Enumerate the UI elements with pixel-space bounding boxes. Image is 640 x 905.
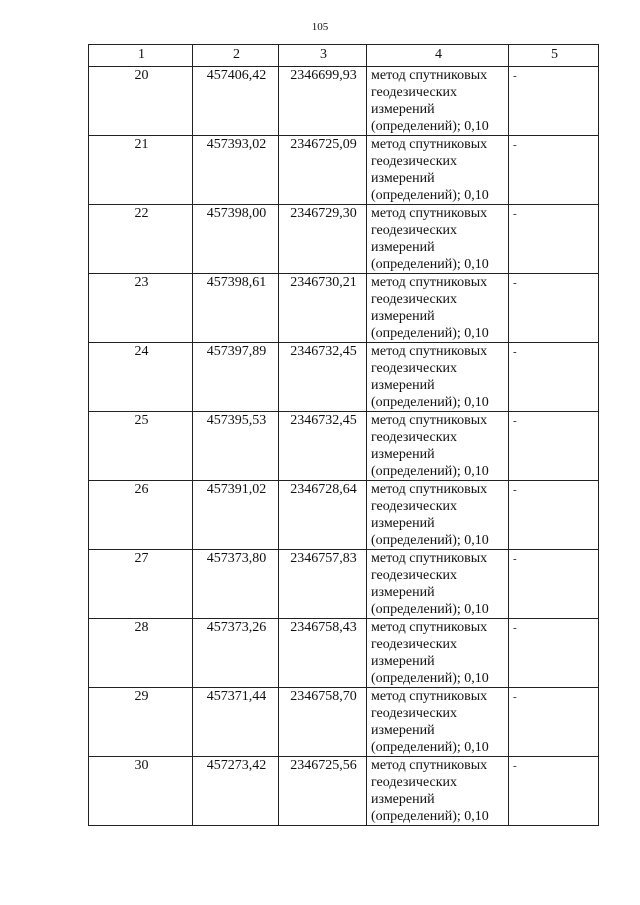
method-line: (определений); 0,10: [371, 188, 489, 203]
y-coordinate-cell: 2346730,21: [279, 274, 367, 343]
method-line: метод спутниковых: [371, 620, 488, 635]
point-number-cell: 28: [89, 619, 193, 688]
table-row: [89, 343, 599, 412]
x-coordinate-cell: 457395,53: [193, 412, 279, 481]
y-coordinate-cell: 2346699,93: [279, 67, 367, 136]
method-line: (определений); 0,10: [371, 119, 489, 134]
note-dash: -: [513, 415, 517, 427]
x-coordinate-cell: 457371,44: [193, 688, 279, 757]
method-line: измерений: [371, 654, 435, 669]
method-line: измерений: [371, 447, 435, 462]
point-number-cell: 22: [89, 205, 193, 274]
y-coordinate-cell: 2346725,56: [279, 757, 367, 826]
method-line: геодезических: [371, 430, 458, 445]
table-row: [89, 481, 599, 550]
method-line: измерений: [371, 585, 435, 600]
y-coordinate-cell: 2346729,30: [279, 205, 367, 274]
note-dash: -: [513, 691, 517, 703]
table-row: [89, 412, 599, 481]
point-number-cell: 26: [89, 481, 193, 550]
method-line: (определений); 0,10: [371, 464, 489, 479]
method-line: (определений); 0,10: [371, 533, 489, 548]
method-line: (определений); 0,10: [371, 809, 489, 824]
note-dash: -: [513, 622, 517, 634]
method-line: геодезических: [371, 706, 458, 721]
y-coordinate-cell: 2346732,45: [279, 412, 367, 481]
x-coordinate-cell: 457391,02: [193, 481, 279, 550]
note-cell: [509, 619, 599, 688]
method-line: измерений: [371, 723, 435, 738]
method-line: геодезических: [371, 154, 458, 169]
method-line: (определений); 0,10: [371, 326, 489, 341]
method-line: метод спутниковых: [371, 68, 488, 83]
method-line: измерений: [371, 378, 435, 393]
note-cell: [509, 136, 599, 205]
x-coordinate-cell: 457398,61: [193, 274, 279, 343]
method-line: метод спутниковых: [371, 206, 488, 221]
method-cell: [367, 67, 509, 136]
method-line: метод спутниковых: [371, 137, 488, 152]
method-cell: [367, 757, 509, 826]
method-cell: [367, 481, 509, 550]
header-col-4: 4: [367, 45, 509, 67]
note-dash: -: [513, 70, 517, 82]
note-cell: [509, 67, 599, 136]
header-col-5: 5: [509, 45, 599, 67]
x-coordinate-cell: 457406,42: [193, 67, 279, 136]
y-coordinate-cell: 2346728,64: [279, 481, 367, 550]
method-cell: [367, 205, 509, 274]
method-line: измерений: [371, 516, 435, 531]
method-line: метод спутниковых: [371, 689, 488, 704]
method-line: геодезических: [371, 361, 458, 376]
note-dash: -: [513, 208, 517, 220]
method-cell: [367, 412, 509, 481]
note-cell: [509, 343, 599, 412]
method-cell: [367, 619, 509, 688]
y-coordinate-cell: 2346757,83: [279, 550, 367, 619]
method-line: геодезических: [371, 637, 458, 652]
table-row: [89, 136, 599, 205]
method-cell: [367, 343, 509, 412]
point-number-cell: 23: [89, 274, 193, 343]
point-number-cell: 29: [89, 688, 193, 757]
note-cell: [509, 205, 599, 274]
method-line: метод спутниковых: [371, 413, 488, 428]
method-line: геодезических: [371, 292, 458, 307]
method-line: метод спутниковых: [371, 275, 488, 290]
page-number: 105: [311, 21, 329, 33]
method-line: измерений: [371, 102, 435, 117]
table-body: [89, 67, 599, 826]
point-number-cell: 30: [89, 757, 193, 826]
note-cell: [509, 757, 599, 826]
x-coordinate-cell: 457397,89: [193, 343, 279, 412]
table-row: [89, 274, 599, 343]
header-col-2: 2: [193, 45, 279, 67]
point-number-cell: 20: [89, 67, 193, 136]
method-cell: [367, 136, 509, 205]
note-cell: [509, 274, 599, 343]
point-number-cell: 25: [89, 412, 193, 481]
method-line: геодезических: [371, 223, 458, 238]
x-coordinate-cell: 457373,80: [193, 550, 279, 619]
y-coordinate-cell: 2346725,09: [279, 136, 367, 205]
table-row: [89, 550, 599, 619]
table-row: [89, 619, 599, 688]
method-line: (определений); 0,10: [371, 395, 489, 410]
method-line: (определений); 0,10: [371, 257, 489, 272]
method-line: (определений); 0,10: [371, 671, 489, 686]
table-row: [89, 757, 599, 826]
note-dash: -: [513, 139, 517, 151]
coordinates-table: [88, 44, 599, 826]
note-dash: -: [513, 277, 517, 289]
method-line: измерений: [371, 240, 435, 255]
point-number-cell: 24: [89, 343, 193, 412]
method-line: метод спутниковых: [371, 758, 488, 773]
point-number-cell: 27: [89, 550, 193, 619]
table-row: [89, 688, 599, 757]
table-row: [89, 67, 599, 136]
note-cell: [509, 481, 599, 550]
method-cell: [367, 550, 509, 619]
header-col-3: 3: [279, 45, 367, 67]
y-coordinate-cell: 2346732,45: [279, 343, 367, 412]
point-number-cell: 21: [89, 136, 193, 205]
method-line: (определений); 0,10: [371, 740, 489, 755]
y-coordinate-cell: 2346758,43: [279, 619, 367, 688]
y-coordinate-cell: 2346758,70: [279, 688, 367, 757]
note-dash: -: [513, 760, 517, 772]
note-dash: -: [513, 346, 517, 358]
note-cell: [509, 550, 599, 619]
x-coordinate-cell: 457373,26: [193, 619, 279, 688]
method-line: (определений); 0,10: [371, 602, 489, 617]
header-col-1: 1: [89, 45, 193, 67]
method-cell: [367, 688, 509, 757]
method-line: метод спутниковых: [371, 344, 488, 359]
table-header: [89, 45, 599, 67]
method-line: метод спутниковых: [371, 482, 488, 497]
note-dash: -: [513, 553, 517, 565]
method-line: геодезических: [371, 775, 458, 790]
note-cell: [509, 688, 599, 757]
method-line: геодезических: [371, 568, 458, 583]
note-cell: [509, 412, 599, 481]
x-coordinate-cell: 457398,00: [193, 205, 279, 274]
method-line: метод спутниковых: [371, 551, 488, 566]
method-line: геодезических: [371, 499, 458, 514]
method-line: измерений: [371, 171, 435, 186]
note-dash: -: [513, 484, 517, 496]
table-row: [89, 205, 599, 274]
method-line: геодезических: [371, 85, 458, 100]
header-row: [89, 45, 599, 67]
x-coordinate-cell: 457393,02: [193, 136, 279, 205]
method-cell: [367, 274, 509, 343]
x-coordinate-cell: 457273,42: [193, 757, 279, 826]
method-line: измерений: [371, 792, 435, 807]
method-line: измерений: [371, 309, 435, 324]
